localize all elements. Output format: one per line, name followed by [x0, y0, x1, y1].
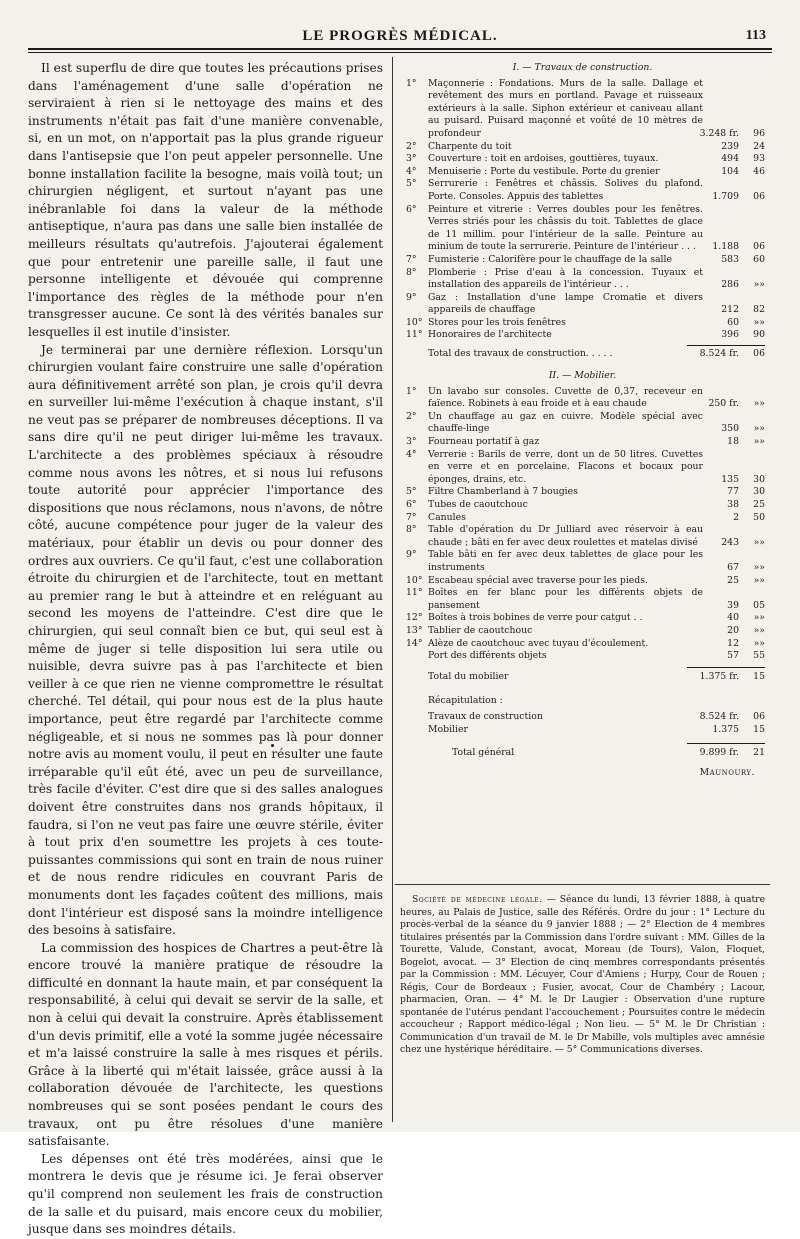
estimate-item	[400, 166, 765, 179]
item-number: 1°	[406, 77, 417, 89]
item-description: Alèze de caoutchouc avec tuyau d'écoulement.	[428, 637, 649, 649]
notice-text: — Séance du lundi, 13 février 1888, à quatre heures, au Palais de Justice, salle des Référés. Ordre du jour : 1° Lecture du procès-verbal de la séance du 9 janvier 1888 ; — 2° Election de 4 membres titulaires présentés par la Commission dans l'ordre suivant : MM. Gilles de la Tourette, Valude, Constant, avocat, Moreau (de Tours), Valon, Floquet, Bogelot, avocat. — 3° Election de cinq membres correspondants présentés par la Commission : MM. Lécuyer, Cour d'Amiens ; Hurpy, Cour de Rouen ; Régis, Cour de Bordeaux ; Fusier, avocat, Cour de Chambéry ; Lacour, pharmacien, Oran. — 4° M. le Dr Laugier : Observation d'une rupture spontanée de l'utérus pendant l'accouchement ; Poursuites contre le médecin accoucheur ; Rapport médico-légal ; Non lieu. — 5° M. le Dr Christian : Communication d'un travail de M. le Dr Mabille, vols multiples avec amnésie chez une hystérique héréditaire. — 5° Communications diverses.	[400, 894, 766, 1055]
item-description: Un chauffage au gaz en cuivre. Modèle spécial avec chauffe-linge	[428, 410, 703, 435]
item-description: Filtre Chamberland à 7 bougies	[428, 486, 578, 498]
paragraph: Les dépenses ont été très modérées, ainsi que le montrera le devis que je résume ici. Je ferai observer qu'il comprend non seulement les frais de construction de la salle et du puisard, mais encore ceux du mobilier, jusque dans ses moindres détails.	[28, 1151, 383, 1237]
construction-total	[400, 348, 765, 362]
item-cents: »»	[753, 279, 765, 291]
recap-row	[400, 711, 765, 724]
item-francs: 3.248 fr.	[699, 127, 739, 139]
item-description: Canules	[428, 511, 466, 523]
item-description: Couverture : toit en ardoises, gouttières, tuyaux.	[428, 153, 659, 165]
column-divider	[392, 57, 393, 1122]
item-number: 11°	[406, 329, 423, 341]
item-number: 2°	[406, 140, 417, 152]
item-cents: 05	[753, 599, 765, 611]
item-number: 8°	[406, 266, 417, 278]
paragraph: Il est superflu de dire que toutes les précautions prises dans l'aménagement d'une salle d'opération ne serviraient à rien si le nettoyage des mains et des instruments n'était pas fait d'une manière convenable, si, en un mot, on n'apportait pas la plus grande rigueur dans l'antisepsie que l'on peut appeler personnelle. Une bonne installation facilite la besogne, mais voilà tout; un chirurgien négligent, et surtout n'ayant pas une inébranlable foi dans la valeur de la méthode antiseptique, n'aura pas dans une salle bien installée de meilleurs résultats qu'autrefois. J'ajouterai également que pour entretenir une pareille salle, il faut une personne intelligente et dévouée qui comprenne l'importance des règles de la méthode pour n'en transgresser aucune. Ce sont là des vérités banales sur lesquelles il est inutile d'insister.	[28, 61, 383, 339]
estimate-item	[400, 329, 765, 342]
item-cents: »»	[753, 436, 765, 448]
estimate-item	[400, 638, 765, 651]
item-cents: »»	[753, 398, 765, 410]
item-description: Table d'opération du Dr Julliard avec réservoir à eau chaude ; bâti en fer avec deux roulettes et matelas divisé	[428, 524, 703, 548]
item-description: Port des différents objets	[428, 650, 547, 662]
page-header	[28, 28, 772, 48]
item-number: 7°	[406, 511, 417, 523]
item-francs: 212	[721, 304, 739, 316]
item-francs: 396	[721, 329, 739, 341]
item-cents: 06	[753, 190, 765, 202]
total-label: Total général	[452, 747, 515, 759]
item-cents: 93	[753, 153, 765, 165]
estimate-item	[400, 254, 765, 267]
notice-rule	[395, 884, 770, 885]
item-number: 1°	[406, 385, 417, 397]
item-number: 7°	[406, 253, 417, 265]
estimate-item	[400, 524, 765, 549]
item-cents: 30	[753, 473, 765, 485]
item-number: 10°	[406, 574, 423, 586]
recap-francs: 1.375	[712, 724, 739, 736]
item-cents: 25	[753, 499, 765, 510]
recap-row	[400, 724, 765, 737]
item-description: Charpente du toit	[428, 140, 512, 152]
item-description: Tubes de caoutchouc	[428, 499, 528, 510]
item-francs: 135	[721, 473, 739, 485]
estimate-item	[400, 317, 765, 330]
item-number: 12°	[406, 612, 423, 624]
estimate-item	[400, 411, 765, 436]
item-description: Tablier de caoutchouc	[428, 624, 533, 636]
author-signature: Maunoury.	[699, 767, 755, 779]
item-cents: »»	[753, 316, 765, 328]
item-description: Gaz : Installation d'une lampe Cromatie et divers appareils de chauffage	[428, 291, 703, 316]
item-description: Honoraires de l'architecte	[428, 329, 552, 341]
item-number: 4°	[406, 165, 417, 177]
item-francs: 38	[727, 499, 739, 510]
recap-cents: 15	[753, 724, 765, 736]
item-francs: 239	[721, 140, 739, 152]
total-cents: 06	[753, 348, 765, 360]
item-francs: 25	[727, 574, 739, 586]
estimate-item	[400, 587, 765, 612]
notice-paragraph	[400, 894, 765, 1057]
estimate-item	[400, 141, 765, 154]
item-francs: 350	[721, 423, 739, 435]
item-cents: »»	[753, 637, 765, 649]
estimate-item	[400, 575, 765, 588]
item-description: Fourneau portatif à gaz	[428, 436, 540, 448]
item-number: 9°	[406, 549, 417, 561]
item-description: Boîtes en fer blanc pour les différents objets de pansement	[428, 587, 703, 611]
total-francs: 1.375 fr.	[699, 670, 739, 682]
society-name: Société de médecine légale.	[412, 894, 543, 905]
item-description: Fumisterie : Calorifère pour le chauffage de la salle	[428, 253, 672, 265]
item-description: Table bâti en fer avec deux tablettes de glace pour les instruments	[428, 549, 703, 573]
society-notice	[400, 894, 765, 1057]
recap-francs: 8.524 fr.	[699, 711, 739, 723]
item-francs: 2	[733, 511, 739, 523]
estimate-item	[400, 178, 765, 203]
item-cents: 82	[753, 304, 765, 316]
item-number: 6°	[406, 203, 417, 215]
item-francs: 60	[727, 316, 739, 328]
item-number: 14°	[406, 637, 423, 649]
paragraph: La commission des hospices de Chartres a peut-être là encore trouvé la manière pratique de résoudre la difficulté en donnant la haute main, et par conséquent la responsabilité, à celui qui devait se servir de la salle, et non à celui qui devait la construire. Après établissement d'un devis primitif, elle a voté la somme jugée nécessaire et m'a laissé construire la salle à mes risques et périls. Grâce à la liberté qui m'était laissée, grâce aussi à la collaboration dévouée de l'architecte, les questions nombreuses qui se sont posées pendant le cours des travaux, ont pu être résolues d'une manière satisfaisante.	[28, 940, 383, 1149]
recap-label: Travaux de construction	[428, 711, 543, 723]
item-number: 9°	[406, 291, 417, 303]
recap-heading: Récapitulation :	[428, 694, 503, 706]
furniture-total	[400, 671, 765, 685]
item-cents: »»	[753, 561, 765, 573]
item-number: 4°	[406, 448, 417, 460]
page-number: 113	[745, 28, 766, 43]
estimate-item	[400, 549, 765, 574]
item-cents: 96	[753, 127, 765, 139]
item-francs: 20	[727, 624, 739, 636]
item-cents: 60	[753, 253, 765, 265]
item-number: 3°	[406, 436, 417, 448]
item-francs: 1.709	[712, 190, 739, 202]
item-number: 3°	[406, 153, 417, 165]
item-description: Un lavabo sur consoles. Cuvette de 0,37, receveur en faïence. Robinets à eau froide et à eau chaude	[428, 385, 703, 410]
estimate-item	[400, 204, 765, 254]
item-cents: 50	[753, 511, 765, 523]
total-label: Total des travaux de construction. . . . .	[428, 348, 613, 360]
item-number: 6°	[406, 499, 417, 510]
estimate-item	[400, 499, 765, 512]
item-cents: 24	[753, 140, 765, 152]
construction-heading: I. — Travaux de construction.	[512, 62, 653, 73]
item-francs: 57	[727, 650, 739, 662]
estimate-item	[400, 449, 765, 487]
furniture-list	[400, 386, 765, 663]
item-number: 10°	[406, 316, 423, 328]
item-cents: 90	[753, 329, 765, 341]
item-number: 13°	[406, 624, 423, 636]
ink-dot	[271, 744, 274, 747]
item-francs: 494	[721, 153, 739, 165]
item-number: 5°	[406, 486, 417, 498]
item-cents: »»	[753, 536, 765, 548]
recap-label: Mobilier	[428, 724, 468, 736]
item-cents: »»	[753, 423, 765, 435]
total-francs: 9.899 fr.	[699, 747, 739, 759]
item-description: Plomberie : Prise d'eau à la concession. Tuyaux et installation des appareils de l'intérieur . . .	[428, 266, 703, 291]
item-francs: 583	[721, 253, 739, 265]
estimate-item	[400, 436, 765, 449]
item-description: Escabeau spécial avec traverse pour les pieds.	[428, 574, 648, 586]
total-cents: 15	[753, 670, 765, 682]
item-francs: 39	[727, 599, 739, 611]
item-cents: 30	[753, 486, 765, 498]
item-cents: 46	[753, 165, 765, 177]
estimate-item	[400, 650, 765, 663]
item-description: Maçonnerie : Fondations. Murs de la salle. Dallage et revêtement des murs en portland. Pavage et ruisseaux extérieurs à la salle. Siphon extérieur et caniveau allant au puisard. Puisard maçonné et voûté de 10 mètres de profondeur	[428, 77, 703, 139]
item-francs: 67	[727, 561, 739, 573]
item-francs: 77	[727, 486, 739, 498]
item-description: Boîtes à trois bobines de verre pour catgut . .	[428, 612, 643, 624]
estimate-item	[400, 612, 765, 625]
estimate-item	[400, 486, 765, 499]
article-column	[28, 60, 383, 1239]
estimate-item	[400, 78, 765, 141]
total-cents: 21	[753, 747, 765, 759]
item-description: Serrurerie : Fenêtres et châssis. Solives du plafond. Porte. Consoles. Appuis des tablettes	[428, 178, 703, 202]
total-francs: 8.524 fr.	[699, 348, 739, 360]
item-francs: 286	[721, 279, 739, 291]
item-number: 5°	[406, 178, 417, 190]
total-label: Total du mobilier	[428, 670, 509, 682]
estimate-item	[400, 153, 765, 166]
item-cents: 55	[753, 650, 765, 662]
journal-title: LE PROGRÈS MÉDICAL.	[302, 28, 498, 44]
item-francs: 12	[727, 637, 739, 649]
header-rule	[28, 48, 772, 50]
item-francs: 250 fr.	[708, 398, 739, 410]
estimate-item	[400, 625, 765, 638]
estimate-item	[400, 386, 765, 411]
item-number: 2°	[406, 410, 417, 422]
item-francs: 1.188	[712, 241, 739, 253]
item-francs: 40	[727, 612, 739, 624]
construction-list	[400, 78, 765, 342]
item-description: Stores pour les trois fenêtres	[428, 316, 566, 328]
item-cents: »»	[753, 624, 765, 636]
estimate-item	[400, 267, 765, 292]
header-rule-thin	[28, 52, 772, 53]
estimate-item	[400, 512, 765, 525]
grand-total	[400, 747, 765, 761]
furniture-heading: II. — Mobilier.	[548, 370, 617, 382]
item-description: Verrerie : Barils de verre, dont un de 50 litres. Cuvettes en verre et en porcelaine. Flacons et bocaux pour éponges, drains, etc.	[428, 448, 703, 485]
item-number: 8°	[406, 524, 417, 536]
item-francs: 104	[721, 165, 739, 177]
item-cents: 06	[753, 241, 765, 253]
estimate-item	[400, 292, 765, 317]
item-description: Peinture et vitrerie : Verres doubles pour les fenêtres. Verres striés pour les châssis du toit. Tablettes de glace de 11 millim. pour l'intérieur de la salle. Peinture au minium de toute la serrurerie. Peinture de l'intérieur . . .	[428, 203, 703, 253]
item-francs: 18	[727, 436, 739, 448]
item-number: 11°	[406, 587, 423, 599]
paragraph: Je terminerai par une dernière réflexion. Lorsqu'un chirurgien voulant faire construire une salle d'opération aura définitivement arrêté son plan, je crois qu'il devra en surveiller lui-même l'exécution à chaque instant, s'il ne veut pas se préparer de nombreuses déceptions. Il va sans dire qu'il ne peut diriger lui-même les travaux. L'architecte a des problèmes spéciaux à résoudre comme nous avons les nôtres, et si nous lui refusons toute autorité pour apprécier l'importance des dispositions que nous réclamons, nous n'avons, de nôtre côté, aucune compétence pour juger de la valeur des matériaux, pour établir un devis ou pour donner des ordres aux ouvriers. Ce qu'il faut, c'est une collaboration étroite du chirurgien et de l'architecte, tout en mettant au premier rang le but à atteindre et en reléguant au second les moyens de l'atteindre. C'est dire que le chirurgien, qui seul connaît bien ce but, qui seul est à même de juger si telle disposition lui sera utile ou nuisible, devra suivre pas à pas l'architecte et bien veiller à ce que rien ne vienne compromettre le résultat cherché. Tel détail, qui pour nous est de la plus haute importance, peut être regardé par l'architecte comme négligeable, et si nous ne sommes pas là pour donner notre avis au moment voulu, il peut en résulter une faute irréparable qu'il eût été, avec un peu de surveillance, très facile d'éviter. C'est dire que si des salles analogues doivent être construites dans nos grands hôpitaux, il faudra, si l'on ne veut pas faire une œuvre stérile, éviter à tout prix d'en soumettre les projets à ces toute-puissantes commissions qui sont en train de nous ruiner et de nous rendre ridicules en couvrant Paris de monuments dont les façades coûtent des millions, mais dont l'intérieur est disposé sans la moindre intelligence des besoins à satisfaire.	[28, 342, 383, 938]
item-description: Menuiserie : Porte du vestibule. Porte du grenier	[428, 165, 660, 177]
item-cents: »»	[753, 612, 765, 624]
cost-estimate	[400, 62, 765, 780]
item-cents: »»	[753, 574, 765, 586]
item-francs: 243	[721, 536, 739, 548]
recap-cents: 06	[753, 711, 765, 723]
